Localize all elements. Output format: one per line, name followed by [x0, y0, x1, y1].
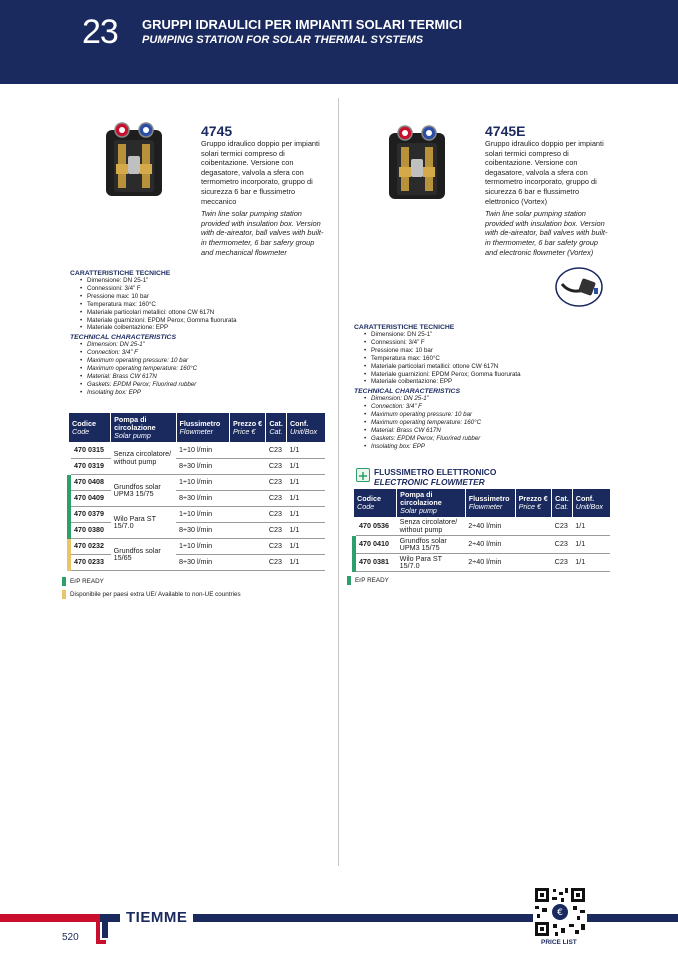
col-pump: Pompa di circolazione Solar pump [397, 489, 466, 517]
row-flow: 8÷30 l/min [176, 522, 229, 538]
row-conf: 1/1 [286, 458, 325, 474]
row-conf: 1/1 [286, 522, 325, 538]
col-cat: Cat. Cat. [266, 413, 287, 442]
description-it: Gruppo idraulico doppio per impianti solari termici compreso di coibentazione. Versione con degasatore, valvola a sfera con termometro incorporato, gruppo di sicurezza 6 bar e flussimetro elettronico (Vortex) [485, 139, 604, 206]
flowmeter-title-it: FLUSSIMETRO ELETTRONICO [374, 467, 497, 477]
col-code: Codice Code [354, 489, 397, 517]
row-conf: 1/1 [572, 535, 610, 553]
row-price [229, 458, 265, 474]
tech-item: • Gaskets: EPDM Perox; Fluorired rubber [80, 381, 335, 389]
table-row [69, 442, 325, 458]
row-code: 470 0315 [69, 442, 111, 458]
row-cat: C23 [266, 506, 287, 522]
tech-item: • Maximum operating temperature: 160°C [364, 419, 624, 427]
price-table-4745E [352, 489, 610, 572]
row-conf: 1/1 [286, 474, 325, 490]
col-price: Prezzo € Price € [515, 489, 552, 517]
col-flow: Flussimetro Flowmeter [176, 413, 229, 442]
row-price [229, 442, 265, 458]
product-image-4745 [100, 120, 170, 198]
row-cat: C23 [266, 442, 287, 458]
table-row [69, 522, 325, 538]
col-cat: Cat. Cat. [552, 489, 573, 517]
table-row [354, 553, 610, 571]
row-conf: 1/1 [286, 554, 325, 570]
row-cat: C23 [266, 490, 287, 506]
row-price [515, 535, 552, 553]
row-cat: C23 [266, 458, 287, 474]
tech-list-en [80, 341, 335, 396]
legend-green-swatch [62, 577, 66, 586]
row-flow: 8÷30 l/min [176, 554, 229, 570]
legend-yellow-swatch [62, 590, 66, 599]
page-header [0, 0, 678, 84]
legend-erp-text: ErP READY [70, 578, 104, 585]
tech-item: • Pressione max: 10 bar [80, 293, 335, 301]
table-row [69, 506, 325, 522]
tech-item: • Materiale guarnizioni: EPDM Perox; Gomma fluorurata [80, 317, 335, 325]
row-cat: C23 [266, 474, 287, 490]
legend-erp-text: ErP READY [355, 577, 389, 584]
tech-specs-4745E [354, 322, 624, 451]
footer-accent [0, 914, 100, 922]
row-cat: C23 [266, 554, 287, 570]
row-pump: Senza circolatore/ without pump [111, 442, 176, 474]
row-price [229, 554, 265, 570]
row-price [515, 553, 552, 571]
table-row [354, 517, 610, 535]
tech-item: • Connection: 3/4” F [80, 349, 335, 357]
col-price: Prezzo € Price € [229, 413, 265, 442]
row-pump: Senza circolatore/ without pump [397, 517, 466, 535]
legend-erp-right [347, 576, 389, 585]
row-code: 470 0536 [354, 517, 397, 535]
description-en: Twin line solar pumping station provided with insulation box. Version with de-aireator, ball valves with built-in thermometer, 6 bar safety group and electronic flowmeter (Vortex) [485, 209, 608, 257]
col-pump: Pompa di circolazione Solar pump [111, 413, 176, 442]
tech-item: • Material: Brass CW 617N [80, 373, 335, 381]
tech-item: • Material: Brass CW 617N [364, 427, 624, 435]
row-cat: C23 [552, 517, 573, 535]
row-flow: 1÷10 l/min [176, 442, 229, 458]
row-code: 470 0319 [69, 458, 111, 474]
tech-item: • Materiale particolari metallici: ottone CW 617N [80, 309, 335, 317]
row-flow: 2÷40 l/min [465, 535, 515, 553]
tech-item: • Temperatura max: 160°C [364, 355, 624, 363]
tech-item: • Pressione max: 10 bar [364, 347, 624, 355]
row-flow: 8÷30 l/min [176, 458, 229, 474]
row-pump: Wilo Para ST 15/7.0 [397, 553, 466, 571]
tech-item: • Materiale particolari metallici: ottone CW 617N [364, 363, 624, 371]
tech-title-it: CARATTERISTICHE TECNICHE [354, 324, 455, 331]
svg-text:€: € [557, 908, 563, 918]
product-code-4745: 4745 [201, 123, 233, 139]
row-code: 470 0408 [69, 474, 111, 490]
col-conf: Conf. Unit/Box [572, 489, 610, 517]
row-cat: C23 [266, 522, 287, 538]
product-description-4745 [201, 139, 327, 257]
product-description-4745E [485, 139, 611, 257]
price-table-4745 [67, 413, 325, 571]
table-row [354, 535, 610, 553]
tech-item: • Connection: 3/4” F [364, 403, 624, 411]
tech-specs-4745 [70, 268, 335, 397]
row-flow: 1÷10 l/min [176, 506, 229, 522]
col-flow: Flussimetro Flowmeter [465, 489, 515, 517]
table-row [69, 490, 325, 506]
row-cat: C23 [552, 553, 573, 571]
tech-list-it [364, 331, 624, 386]
tech-item: • Gaskets: EPDM Perox; Fluorired rubber [364, 435, 624, 443]
row-conf: 1/1 [286, 538, 325, 554]
col-code: Codice Code [69, 413, 111, 442]
qr-code-icon[interactable] [533, 886, 587, 938]
description-it: Gruppo idraulico doppio per impianti solari termici compreso di coibentazione. Versione con degasatore, valvola a sfera con termometro incorporato, gruppo di sicurezza 6 bar e flussimetro meccanico [201, 139, 320, 206]
row-price [515, 517, 552, 535]
row-code: 470 0381 [354, 553, 397, 571]
tech-item: • Insolating box: EPP [80, 389, 335, 397]
tech-item: • Maximum operating temperature: 160°C [80, 365, 335, 373]
tech-item: • Maximum operating pressure: 10 bar [80, 357, 335, 365]
qr-label: PRICE LIST [541, 939, 577, 946]
tech-item: • Dimensione: DN 25-1” [80, 277, 335, 285]
flowmeter-icon [356, 468, 370, 482]
row-conf: 1/1 [286, 506, 325, 522]
row-price [229, 538, 265, 554]
row-pump: Wilo Para ST 15/7.0 [111, 506, 176, 538]
row-flow: 8÷30 l/min [176, 490, 229, 506]
row-pump: Grundfos solar UPM3 15/75 [111, 474, 176, 506]
row-conf: 1/1 [286, 442, 325, 458]
brand-logo: TIEMME [120, 909, 193, 926]
row-pump: Grundfos solar UPM3 15/75 [397, 535, 466, 553]
product-code-4745E: 4745E [485, 123, 526, 139]
legend-green-swatch [347, 576, 351, 585]
column-divider [338, 98, 339, 866]
row-price [229, 474, 265, 490]
row-flow: 2÷40 l/min [465, 553, 515, 571]
tech-title-it: CARATTERISTICHE TECNICHE [70, 270, 171, 277]
tech-item: • Temperatura max: 160°C [80, 301, 335, 309]
legend-extra-ue [62, 590, 241, 599]
flowmeter-title-en: ELECTRONIC FLOWMETER [374, 476, 485, 487]
tech-item: • Insolating box: EPP [364, 443, 624, 451]
legend-erp [62, 577, 104, 586]
product-image-4745E [383, 123, 453, 201]
tech-item: • Connessioni: 3/4” F [80, 285, 335, 293]
tech-list-it [80, 277, 335, 332]
tech-item: • Maximum operating pressure: 10 bar [364, 411, 624, 419]
row-flow: 1÷10 l/min [176, 474, 229, 490]
table-row [69, 474, 325, 490]
tech-item: • Dimension: DN 25-1” [80, 341, 335, 349]
tech-item: • Materiale coibentazione: EPP [364, 378, 624, 386]
tech-item: • Dimension: DN 25-1” [364, 395, 624, 403]
legend-extra-text: Disponibile per paesi extra UE/ Available to non-UE countries [70, 591, 241, 598]
row-conf: 1/1 [286, 490, 325, 506]
row-price [229, 522, 265, 538]
description-en: Twin line solar pumping station provided with insulation box. Version with de-aireator, ball valves with built-in thermometer, 6 bar safery group and mechanical flowmeter [201, 209, 324, 257]
row-code: 470 0380 [69, 522, 111, 538]
electronic-flowmeter-heading [374, 468, 496, 487]
page-subtitle: PUMPING STATION FOR SOLAR THERMAL SYSTEMS [142, 34, 424, 46]
row-pump: Grundfos solar 15/65 [111, 538, 176, 570]
tech-item: • Dimensione: DN 25-1” [364, 331, 624, 339]
row-code: 470 0232 [69, 538, 111, 554]
row-code: 470 0233 [69, 554, 111, 570]
tech-item: • Materiale coibentazione: EPP [80, 324, 335, 332]
tech-title-en: TECHNICAL CHARACTERISTICS [354, 388, 460, 396]
row-code: 470 0409 [69, 490, 111, 506]
page-title: GRUPPI IDRAULICI PER IMPIANTI SOLARI TERMICI [142, 17, 462, 32]
footer-corner-icon [86, 914, 112, 944]
tech-list-en [364, 395, 624, 450]
chapter-number: 23 [82, 13, 118, 51]
row-price [229, 490, 265, 506]
row-conf: 1/1 [572, 517, 610, 535]
col-conf: Conf. Unit/Box [286, 413, 325, 442]
tech-title-en: TECHNICAL CHARACTERISTICS [70, 334, 176, 342]
page-number: 520 [62, 932, 79, 943]
row-code: 470 0410 [354, 535, 397, 553]
vortex-sensor-image [554, 266, 604, 308]
row-flow: 2÷40 l/min [465, 517, 515, 535]
tech-item: • Materiale guarnizioni: EPDM Perox; Gomma fluorurata [364, 371, 624, 379]
row-cat: C23 [266, 538, 287, 554]
row-code: 470 0379 [69, 506, 111, 522]
row-cat: C23 [552, 535, 573, 553]
row-flow: 1÷10 l/min [176, 538, 229, 554]
row-price [229, 506, 265, 522]
tech-item: • Connessioni: 3/4” F [364, 339, 624, 347]
table-row [69, 458, 325, 474]
table-row [69, 538, 325, 554]
row-conf: 1/1 [572, 553, 610, 571]
table-row [69, 554, 325, 570]
